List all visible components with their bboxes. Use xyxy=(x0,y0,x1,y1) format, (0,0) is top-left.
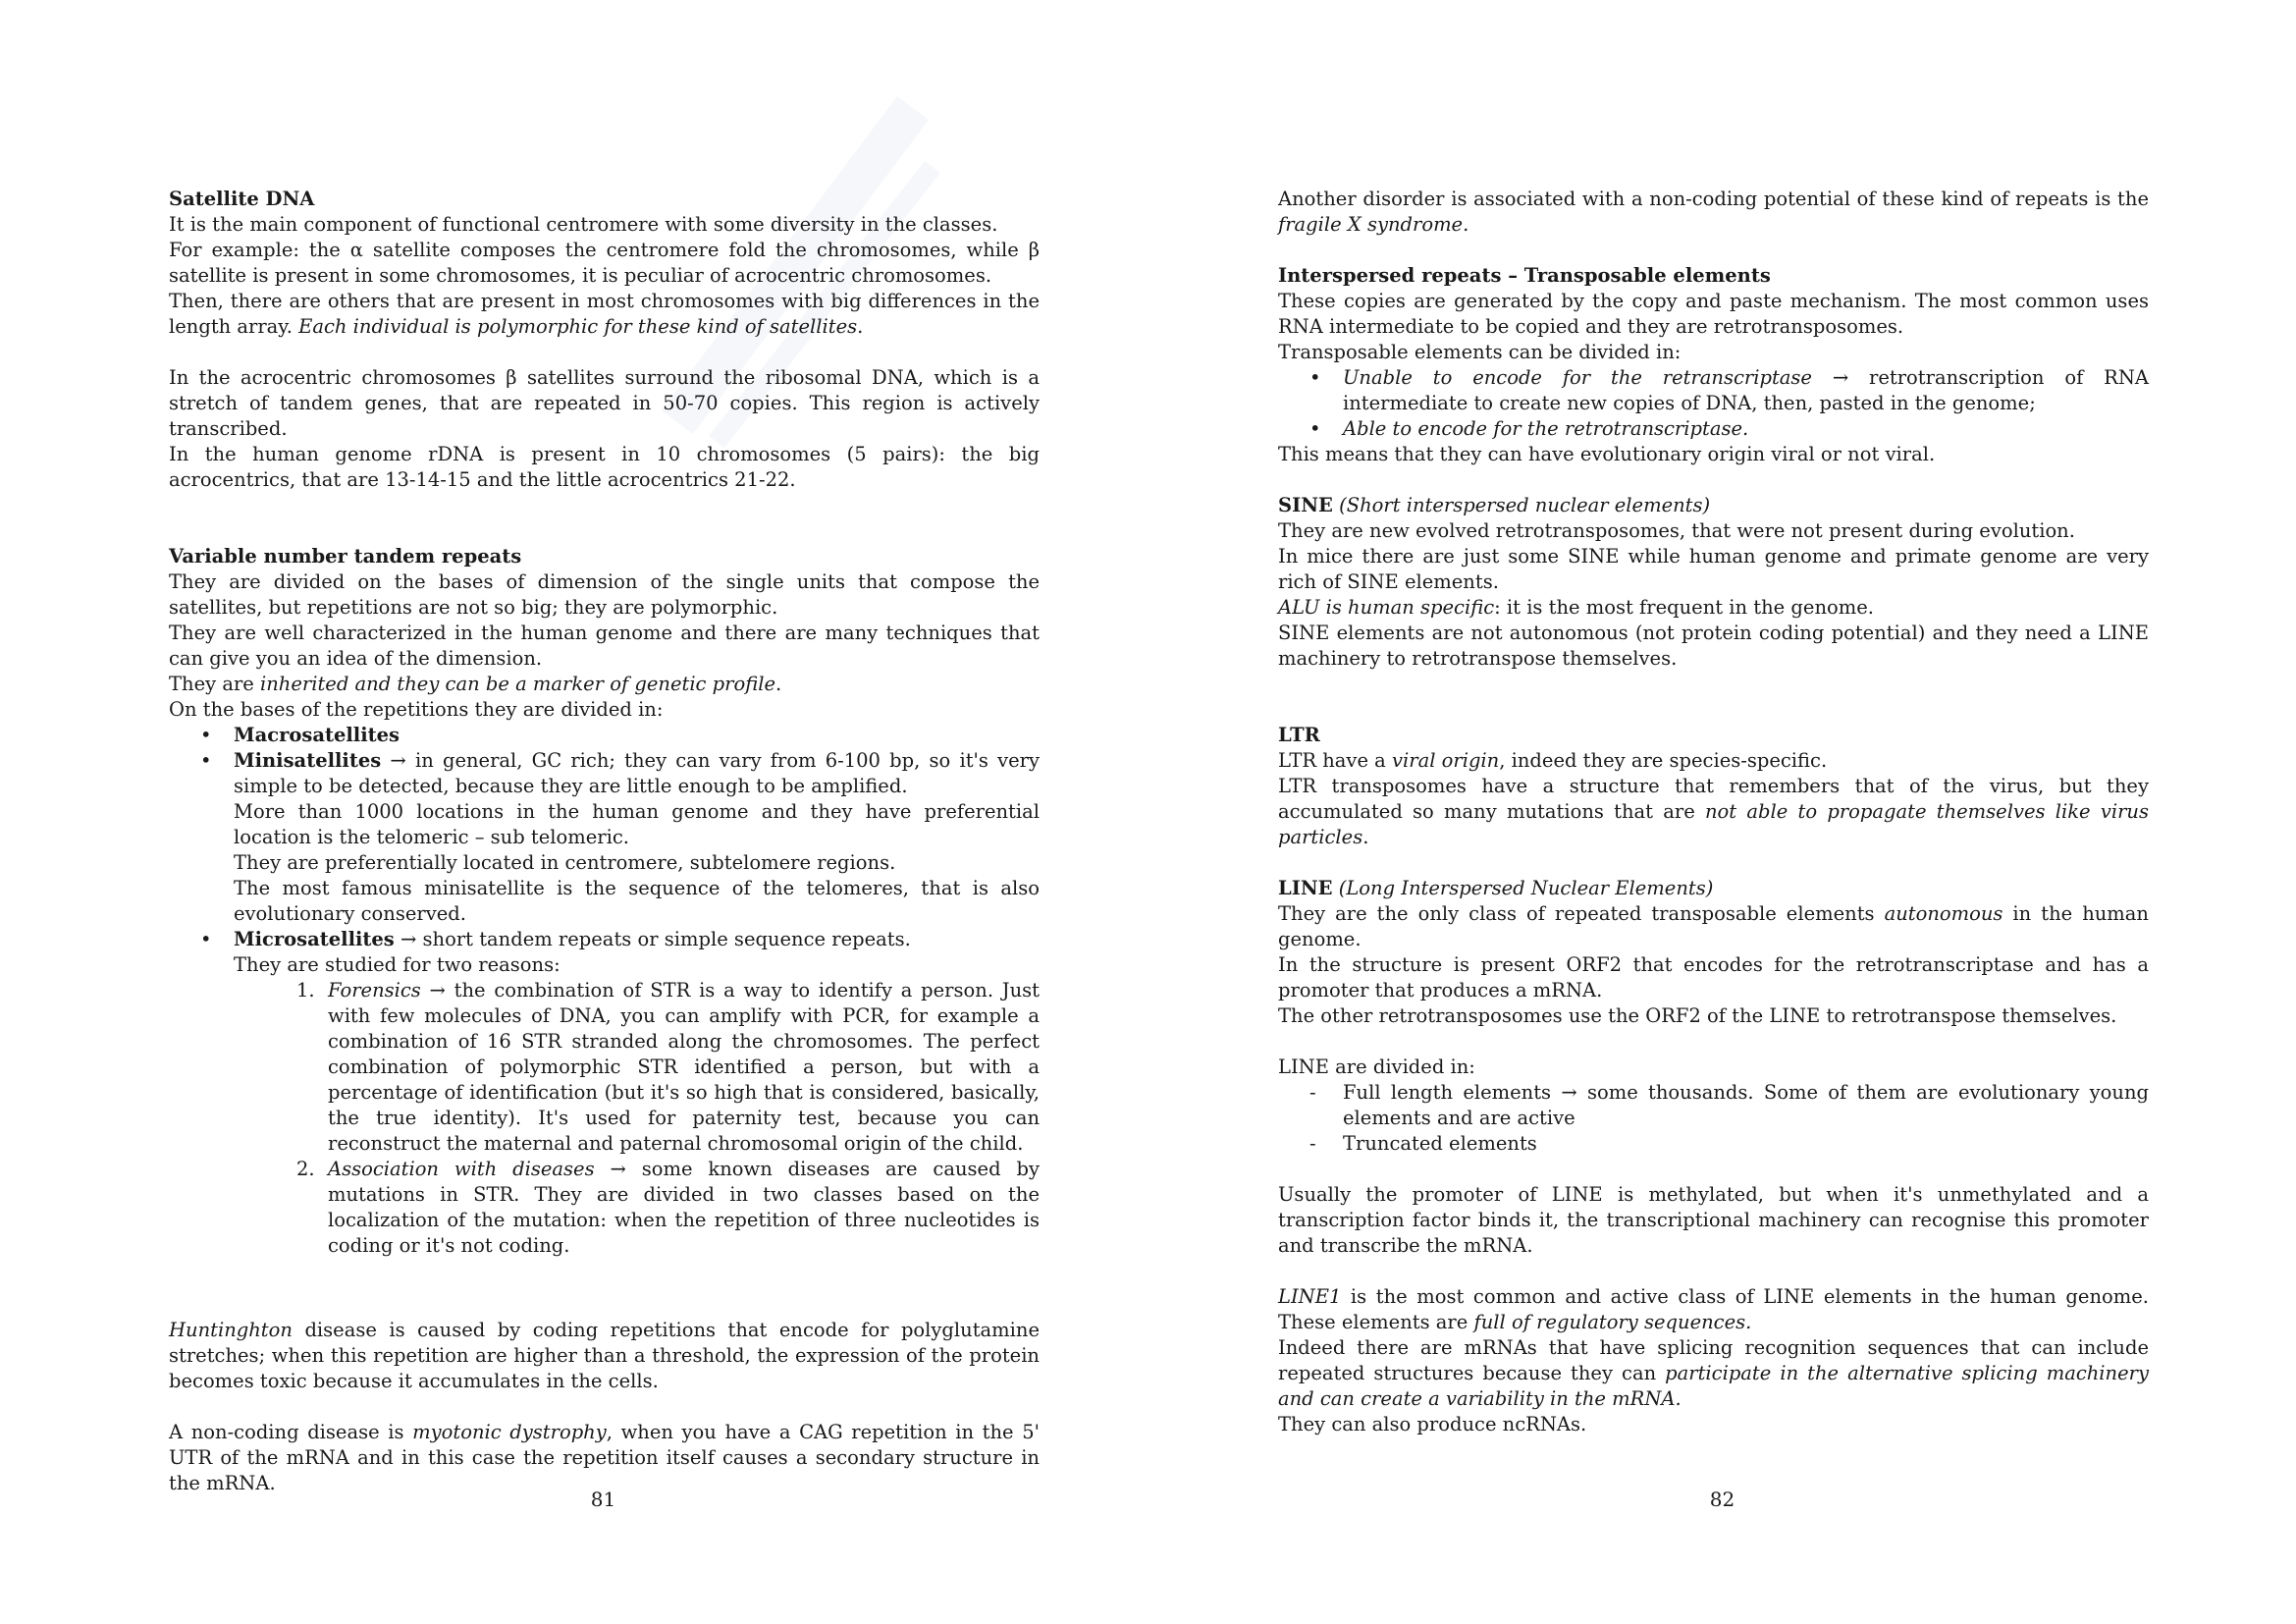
paragraph: They are divided on the bases of dimension of the single units that compose the satellites, but repetitions are not so big; they are polymorphic. xyxy=(169,570,1040,619)
list-item: - Truncated elements xyxy=(1343,1131,2149,1157)
list-item: • Microsatellites → short tandem repeats or simple sequence repeats. They are studied for two reasons: xyxy=(234,927,1040,978)
paragraph: ALU is human specific: it is the most frequent in the genome. xyxy=(1278,596,1874,619)
paragraph: In the structure is present ORF2 that encodes for the retrotranscriptase and has a promoter that produces a mRNA. xyxy=(1278,953,2149,1001)
reasons-list xyxy=(169,978,1040,1259)
page-number: 82 xyxy=(1709,1488,1735,1511)
paragraph: It is the main component of functional centromere with some diversity in the classes. xyxy=(169,213,998,236)
right-text-column xyxy=(1278,187,2149,1437)
list-item: • Minisatellites → in general, GC rich; they can vary from 6-100 bp, so it's very simple to be detected, because they are little enough to be amplified. More than 1000 locations in the human genome and they have preferential location is the telomeric – sub telomeric. They are preferentially located in centromere, subtelomere regions. The most famous minisatellite is the sequence of the telomeres, that is also evolutionary conserved. xyxy=(234,748,1040,927)
paragraph: They are inherited and they can be a marker of genetic profile. xyxy=(169,673,782,695)
transposable-types-list xyxy=(1278,365,2149,442)
left-text-column xyxy=(169,187,1040,1496)
paragraph: A non-coding disease is myotonic dystrophy, when you have a CAG repetition in the 5' UTR of the mRNA and in this case the repetition itself causes a secondary structure in the mRNA. xyxy=(169,1421,1040,1494)
paragraph: They are the only class of repeated transposable elements autonomous in the human genome. xyxy=(1278,902,2149,950)
paragraph: On the bases of the repetitions they are divided in: xyxy=(169,698,664,721)
paragraph: LTR transposomes have a structure that remembers that of the virus, but they accumulated so many mutations that are not able to propagate themselves like virus particles. xyxy=(1278,775,2149,848)
paragraph: For example: the α satellite composes the centromere fold the chromosomes, while β satellite is present in some chromosomes, it is peculiar of acrocentric chromosomes. xyxy=(169,239,1040,287)
paragraph: Another disorder is associated with a non-coding potential of these kind of repeats is the fragile X syndrome. xyxy=(1278,188,2149,236)
list-item: 1. Forensics → the combination of STR is a way to identify a person. Just with few molecules of DNA, you can amplify with PCR, for example a combination of 16 STR stranded along the chromosomes. The perfect combination of polymorphic STR identified a person, but with a percentage of identification (but it's so high that is considered, basically, the true identity). It's used for paternity test, because you can reconstruct the maternal and paternal chromosomal origin of the child. xyxy=(296,979,1040,1155)
paragraph: In mice there are just some SINE while human genome and primate genome are very rich of SINE elements. xyxy=(1278,545,2149,593)
paragraph: This means that they can have evolutionary origin viral or not viral. xyxy=(1278,443,1936,465)
paragraph: Huntinghton disease is caused by coding repetitions that encode for polyglutamine stretches; when this repetition are higher than a threshold, the expression of the protein becomes toxic because it accumulates in the cells. xyxy=(169,1319,1040,1392)
paragraph: These copies are generated by the copy and paste mechanism. The most common uses RNA intermediate to be copied and they are retrotransposomes. xyxy=(1278,290,2149,338)
heading-interspersed-repeats: Interspersed repeats – Transposable elements xyxy=(1278,264,1771,287)
heading-sine: SINE (Short interspersed nuclear elements) xyxy=(1278,494,1711,516)
paragraph: SINE elements are not autonomous (not protein coding potential) and they need a LINE machinery to retrotranspose themselves. xyxy=(1278,622,2149,670)
paragraph: LINE1 is the most common and active class of LINE elements in the human genome. These elements are full of regulatory sequences. xyxy=(1278,1285,2149,1333)
list-item: 2. Association with diseases → some known diseases are caused by mutations in STR. They are divided in two classes based on the localization of the mutation: when the repetition of three nucleotides is coding or it's not coding. xyxy=(296,1158,1040,1257)
paragraph: They are well characterized in the human genome and there are many techniques that can give you an idea of the dimension. xyxy=(169,622,1040,670)
list-item: • Macrosatellites xyxy=(234,723,1040,748)
paragraph: Usually the promoter of LINE is methylated, but when it's unmethylated and a transcription factor binds it, the transcriptional machinery can recognise this promoter and transcribe the mRNA. xyxy=(1278,1183,2149,1257)
paragraph: The other retrotransposomes use the ORF2 of the LINE to retrotranspose themselves. xyxy=(1278,1004,2117,1027)
list-item: • Unable to encode for the retranscriptase → retrotranscription of RNA intermediate to create new copies of DNA, then, pasted in the genome; xyxy=(1343,365,2149,416)
list-item: • Able to encode for the retrotranscriptase. xyxy=(1343,416,2149,442)
satellite-types-list xyxy=(169,723,1040,978)
list-item: - Full length elements → some thousands. Some of them are evolutionary young elements and are active xyxy=(1343,1080,2149,1131)
heading-ltr: LTR xyxy=(1278,724,1320,746)
paragraph: LINE are divided in: xyxy=(1278,1056,1475,1078)
paragraph: Then, there are others that are present in most chromosomes with big differences in the length array. Each individual is polymorphic for these kind of satellites. xyxy=(169,290,1040,338)
paragraph: In the human genome rDNA is present in 10 chromosomes (5 pairs): the big acrocentrics, that are 13-14-15 and the little acrocentrics 21-22. xyxy=(169,443,1040,491)
paragraph: Indeed there are mRNAs that have splicing recognition sequences that can include repeated structures because they can participate in the alternative splicing machinery and can create a variability in the mRNA. xyxy=(1278,1336,2149,1410)
heading-vntr: Variable number tandem repeats xyxy=(169,545,522,568)
paragraph: They are new evolved retrotransposomes, that were not present during evolution. xyxy=(1278,519,2075,542)
paragraph: Transposable elements can be divided in: xyxy=(1278,341,1682,363)
heading-line: LINE (Long Interspersed Nuclear Elements) xyxy=(1278,877,1714,899)
paragraph: LTR have a viral origin, indeed they are species-specific. xyxy=(1278,749,1828,772)
paragraph: In the acrocentric chromosomes β satellites surround the ribosomal DNA, which is a stretch of tandem genes, that are repeated in 50-70 copies. This region is actively transcribed. xyxy=(169,366,1040,440)
paragraph: They can also produce ncRNAs. xyxy=(1278,1413,1587,1435)
page-number: 81 xyxy=(590,1488,616,1511)
heading-satellite-dna: Satellite DNA xyxy=(169,188,315,210)
right-page xyxy=(1148,0,2296,1624)
line-types-list xyxy=(1278,1080,2149,1157)
